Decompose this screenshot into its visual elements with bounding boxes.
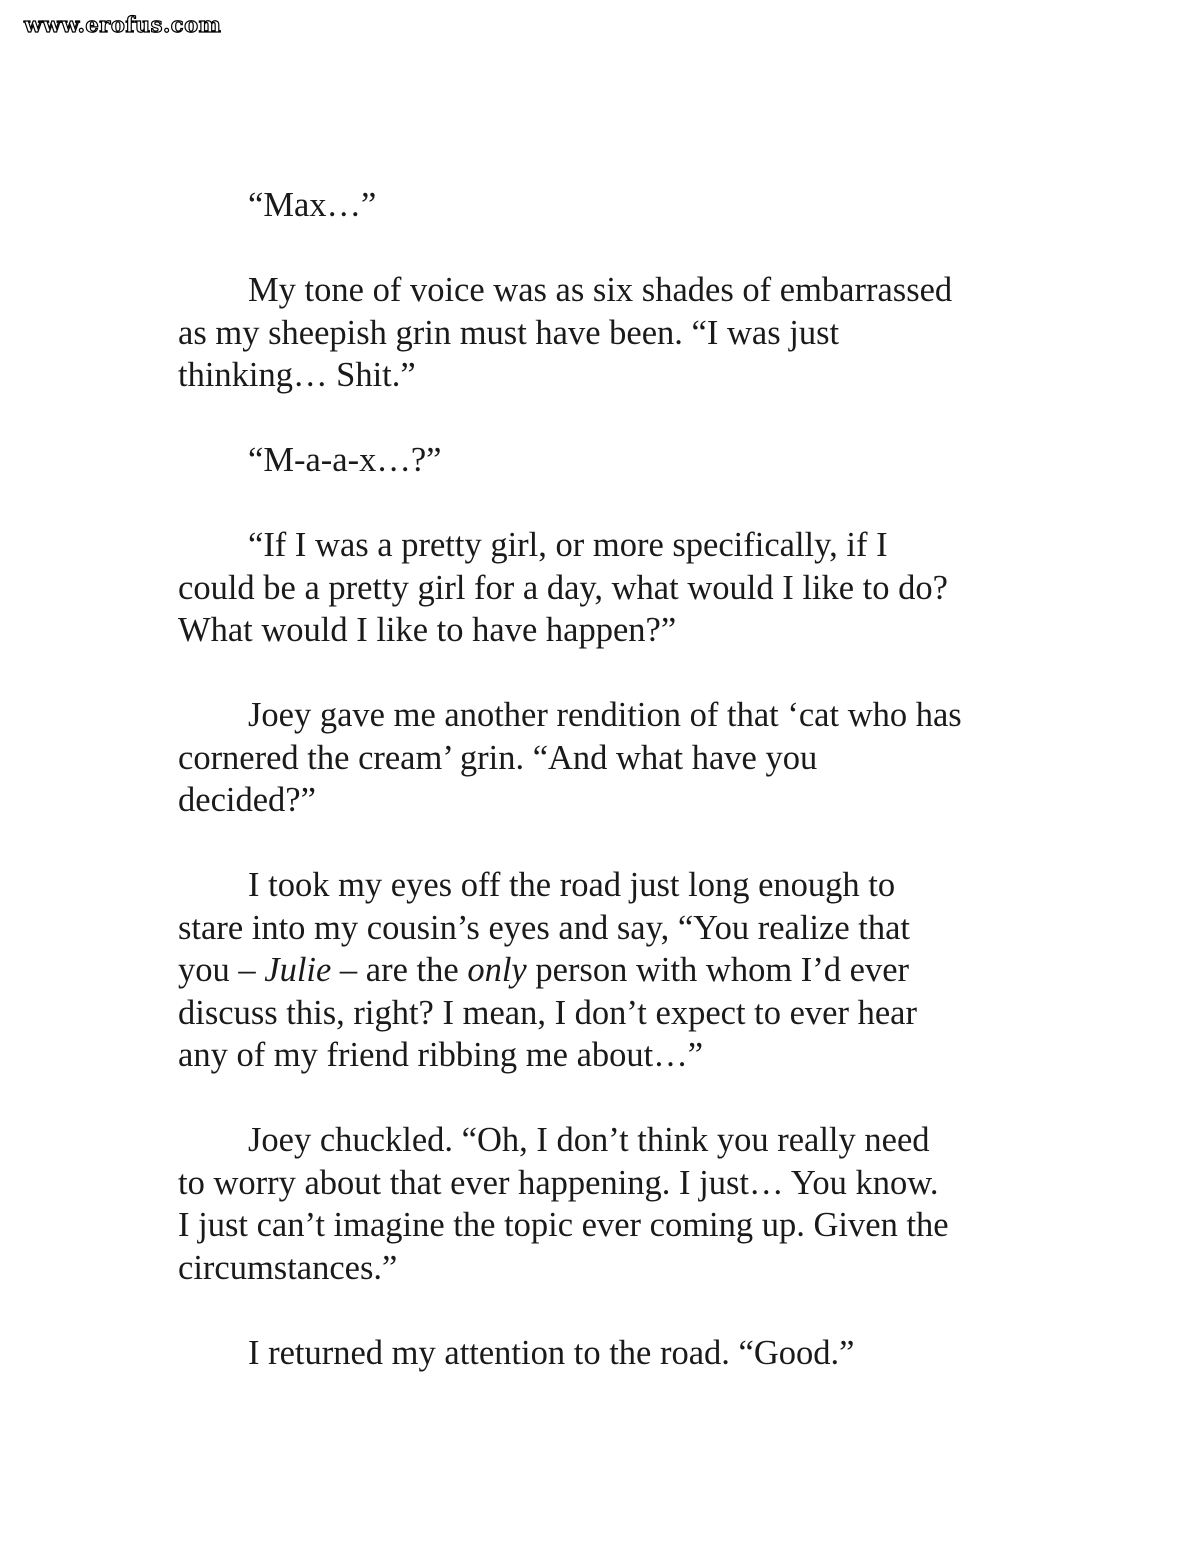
paragraph-cousins-eyes	[178, 864, 1038, 1077]
emphasis-only: only	[467, 951, 527, 989]
paragraph-joey-grin: Joey gave me another rendition of that ‘cat who has cornered the cream’ grin. “And what have you decided?”	[178, 696, 962, 819]
emphasis-julie: Julie	[264, 951, 332, 989]
text-segment: – are the	[331, 951, 468, 989]
paragraph-tone-of-voice: My tone of voice was as six shades of embarrassed as my sheepish grin must have been. “I was just thinking… Shit.”	[178, 271, 953, 394]
story-page	[178, 184, 1038, 1417]
text-segment: I took my eyes off the road just long enough to stare into my cousin’s eyes and say, “You realize that you –	[178, 866, 910, 989]
paragraph-m-a-a-x: “M-a-a-x…?”	[248, 441, 442, 479]
paragraph-pretty-girl: “If I was a pretty girl, or more specifically, if I could be a pretty girl for a day, what would I like to do? What would I like to have happen?”	[178, 526, 948, 649]
paragraph-joey-chuckled: Joey chuckled. “Oh, I don’t think you really need to worry about that ever happening. I just… You know. I just can’t imagine the topic ever coming up. Given the circumstances.”	[178, 1121, 949, 1287]
paragraph-max: “Max…”	[248, 186, 377, 224]
watermark-logo: www.erofus.com	[24, 12, 222, 37]
paragraph-returned-attention: I returned my attention to the road. “Good.”	[248, 1333, 855, 1372]
text-segment: person with whom I’d ever discuss this, right? I mean, I don’t expect to ever hear any of my friend ribbing me about…”	[178, 951, 917, 1074]
